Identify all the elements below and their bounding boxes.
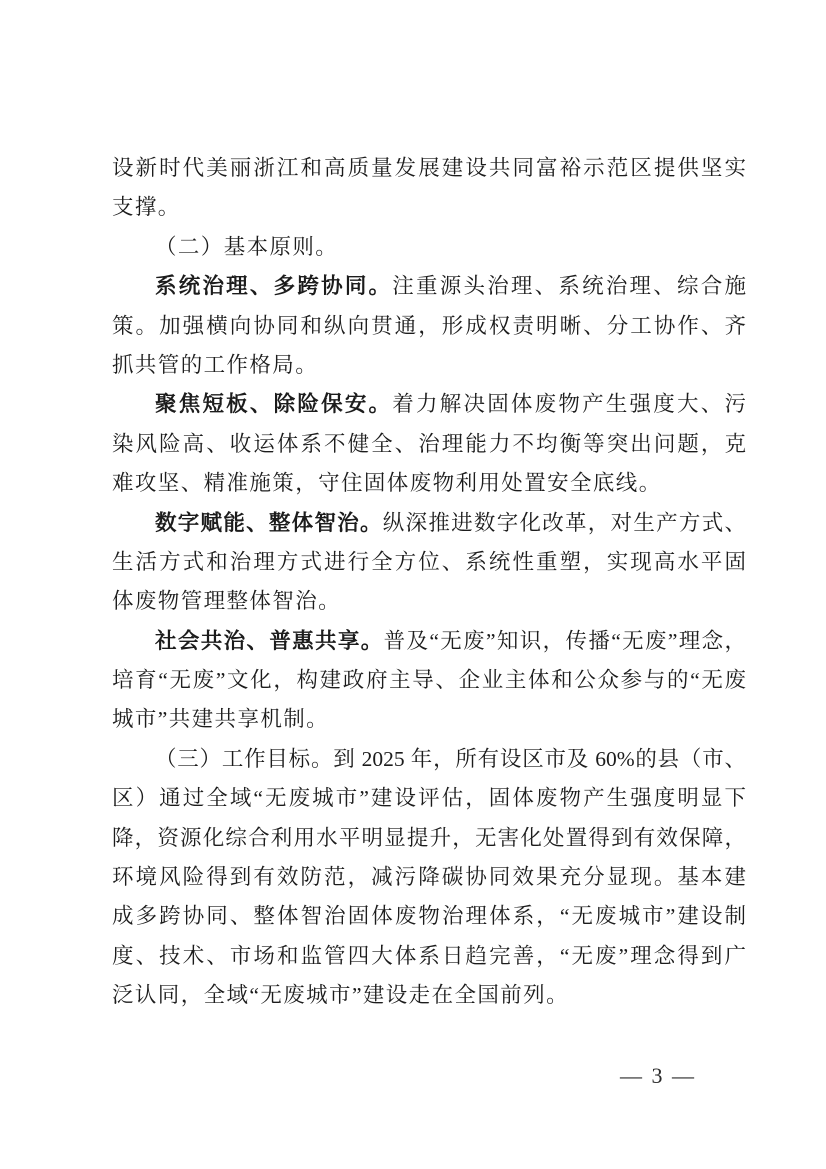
paragraph-line [112,622,746,661]
text-run: 度、技术、市场和监管四大体系日趋完善，“无废”理念得到广 [112,943,746,968]
paragraph-line [112,504,746,543]
paragraph-line [112,149,746,188]
paragraph-line [112,858,746,897]
text-run: 支撑。 [112,195,181,220]
text-run: 普及“无废”知识，传播“无废”理念， [383,628,746,653]
paragraph-line [112,346,746,385]
text-run: 难攻坚、精准施策，守住固体废物利用处置安全底线。 [112,471,662,496]
paragraph-line [112,582,746,621]
document-lines [112,149,746,1016]
paragraph-line [112,937,746,976]
text-run: 体废物管理整体智治。 [112,589,342,614]
text-run: 培育“无废”文化，构建政府主导、企业主体和公众参与的“无废 [112,668,746,693]
text-run: 成多跨协同、整体智治固体废物治理体系，“无废城市”建设制 [112,904,746,929]
text-run: 区）通过全域“无废城市”建设评估，固体废物产生强度明显下 [112,786,746,811]
text-run: 设新时代美丽浙江和高质量发展建设共同富裕示范区提供坚实 [112,156,746,180]
text-run: 泛认同，全域“无废城市”建设走在全国前列。 [112,983,569,1008]
text-run: 纵深推进数字化改革，对生产方式、 [382,510,746,535]
heading-run: 数字赋能、整体智治。 [155,510,383,535]
paragraph-line [112,543,746,582]
text-run: 环境风险得到有效防范，减污降碳协同效果充分显现。基本建 [112,865,746,890]
paragraph-line [112,976,746,1015]
text-run: 着力解决固体废物产生强度大、污 [392,392,746,417]
text-run: 注重源头治理、系统治理、综合施 [392,274,746,299]
text-run: 城市”共建共享机制。 [112,707,330,732]
heading-run: 社会共治、普惠共享。 [155,628,384,653]
paragraph-line [112,188,746,227]
text-run: 降，资源化综合利用水平明显提升，无害化处置得到有效保障， [112,825,746,850]
paragraph-line [112,385,746,424]
paragraph-line [112,740,746,779]
text-run: 生活方式和治理方式进行全方位、系统性重塑，实现高水平固 [112,549,746,574]
paragraph-line [112,267,746,306]
paragraph-line [112,700,746,739]
paragraph-line [112,228,746,267]
heading-run: 系统治理、多跨协同。 [155,274,393,299]
paragraph-line [112,819,746,858]
text-run: （三）工作目标。到 2025 年，所有设区市及 60%的县（市、 [155,746,746,771]
text-run: 染风险高、收运体系不健全、治理能力不均衡等突出问题，克 [112,431,746,456]
text-run: 抓共管的工作格局。 [112,352,319,377]
paragraph-line [112,779,746,818]
text-run: 策。加强横向协同和纵向贯通，形成权责明晰、分工协作、齐 [112,313,746,338]
footer-page-number: — 3 — [620,1063,696,1088]
paragraph-line [112,464,746,503]
paragraph-line [112,307,746,346]
paragraph-line [112,661,746,700]
heading-run: 聚焦短板、除险保安。 [155,392,393,417]
text-run: （二）基本原则。 [155,234,339,259]
paragraph-line [112,897,746,936]
paragraph-line [112,425,746,464]
